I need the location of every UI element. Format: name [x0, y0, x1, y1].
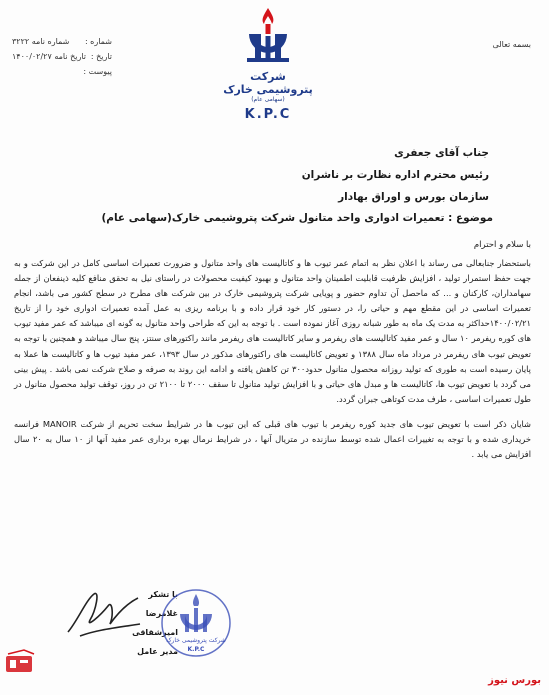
- body-paragraph-1: باستحضار جنابعالی می رساند با اعلان نظر به اتمام عمر تیوب ها و کاتالیست های واحد متانول و ضرورت تعمیرات اساسی کامل در این شرکت و به جهت حفظ استمرار تولید ، افزایش ظرفیت قابلیت اطمینان واحد متانول و بهبود کیفیت محصولات در راستای نیل به تحقق منافع کلیه ذینفعان از جمله سهامداران، کارکنان و ... که ماحصل آن تداوم حضور و پویایی شرکت پتروشیمی خارک در بین شرکت های مطرح در سطح کشور می باشد، انجام تعمیرات اساسی در این مقطع مهم و حیاتی را، در دستور کار خود قرار داده و با برنامه ریزی به عمل آمده تعمیرات ادواری خود را از تاریخ ۱۴۰۰/۰۲/۲۱حداکثر به مدت یک ماه به طور شبانه روزی آغاز نموده است . با توجه به این که طراحی واحد متانول به گونه ای میباشد که عمر مفید تیوب های کوره ریفرمر ۱۰ سال و عمر مفید کاتالیست های ریفرمر و سایر کاتالیست های ریفرمر مانند راکتورهای سنتز، پنج سال میباشد و همچنین با توجه به تعویض تیوب های ریفرمر در مرداد ماه سال ۱۳۸۸ و تعویض کاتالیست های راکتورهای مذکور در سال ۱۳۹۳، عمر مفید تیوب ها و کاتالیست ها عملا به پایان رسیده است به طوری که تولید روزانه محصول متانول حدود۳۰۰ تن کاهش یافته و ادامه این روند به صرفه و صلاح شرکت نمی باشد . پیش بینی می گردد با تعویض تیوب ها، کاتالیست ها و مبدل های حیاتی و با افزایش تولید متانول تا سقف ۲۰۰۰ تا ۲۱۰۰ تن در روز، توقف تولید محصول متانول در طول تعمیرات اساسی ، طرف مدت کوتاهی جبران گردد.: [14, 258, 531, 404]
- meta-number-row: [12, 34, 112, 49]
- letter-subject: موضوع : تعمیرات ادواری واحد متانول شرکت پتروشیمی خارک(سهامی عام): [101, 212, 493, 224]
- company-abbr: K.P.C: [244, 107, 292, 122]
- date-value: ۱۴۰۰/۰۲/۲۷ تاریخ نامه: [12, 52, 87, 61]
- stamp-abbr-text: K.P.C: [187, 646, 205, 653]
- number-value: ۳۲۲۲ شماره نامه: [12, 37, 70, 46]
- addressee-block: [302, 142, 489, 208]
- addressee-name: جناب آقای جعفری: [394, 147, 489, 159]
- salutation: با سلام و احترام: [473, 240, 531, 250]
- signature-title: مدیر عامل: [137, 647, 178, 656]
- company-logo: [222, 6, 314, 122]
- letter-body: [14, 256, 531, 472]
- number-label: شماره :: [84, 37, 112, 46]
- meta-attachment-row: [12, 64, 112, 79]
- bismillah: بسمه تعالی: [492, 40, 531, 49]
- company-stamp-icon: [160, 588, 232, 658]
- company-subtitle: (سهامی عام): [251, 96, 285, 103]
- addressee-title: رئیس محترم اداره نظارت بر ناشران: [301, 169, 489, 181]
- meta-date-row: [12, 49, 112, 64]
- body-paragraph-2: شایان ذکر است با تعویض تیوب های جدید کوره ریفرمر با تیوب های قبلی که این تیوب ها در شرایط سخت تحریم از شرکت MANOIR فرانسه خریداری شده و با توجه به تغییرات اعمال شده توسط سازنده در متریال آنها ، در شرایط نرمال بهره برداری عمر مفید آنها از ۱۰ سال به ۲۰ سال افزایش می یابد .: [14, 418, 531, 460]
- signature-name: غلامرضا امیرشقاقی: [132, 609, 178, 637]
- letter-meta: [12, 34, 112, 79]
- footer-brand: بورس نیوز: [488, 675, 541, 686]
- stamp-company-text: شرکت پتروشیمی خارک: [166, 637, 226, 644]
- addressee-org: سازمان بورس و اوراق بهادار: [338, 191, 489, 203]
- signature-thanks: با تشکر: [148, 590, 178, 599]
- company-name: شرکت پتروشیمی خارک: [223, 70, 313, 96]
- news-watermark-icon: [4, 648, 38, 676]
- attachment-label: پیوست :: [83, 67, 112, 76]
- kpc-logo-icon: [237, 6, 299, 68]
- date-label: تاریخ :: [90, 52, 112, 61]
